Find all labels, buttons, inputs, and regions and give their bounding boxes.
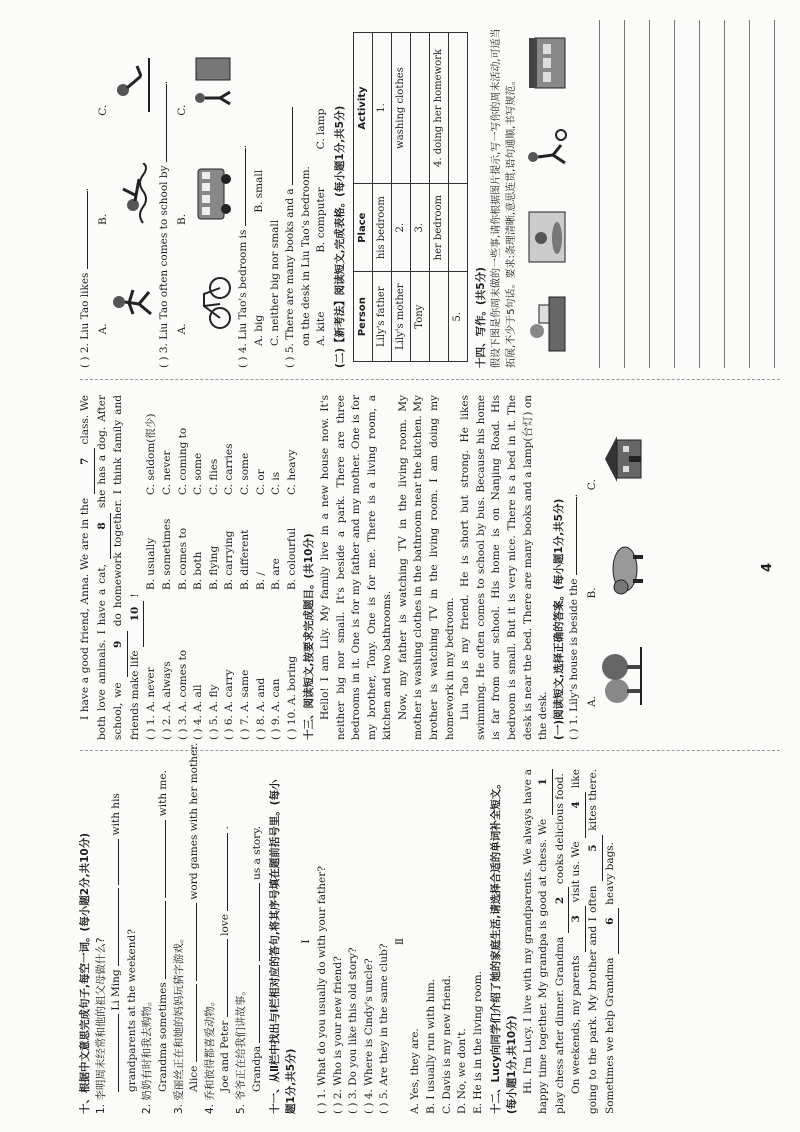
match-question: ( ) 1. What do you usually do with your father? (315, 866, 328, 1114)
option-label: A. (175, 323, 188, 335)
choice-a: ( ) 4. A. all (192, 684, 205, 740)
option-label: C. (175, 104, 188, 116)
cloze-blank[interactable]: 7 (78, 448, 95, 494)
question-text: ( ) 1. Lily's house is beside the (568, 578, 581, 740)
match-question: ( ) 2. Who is your new friend? (331, 956, 344, 1114)
q5-text: Grandpa (250, 1045, 263, 1092)
q3-chinese: 3. 爱丽丝正在和她的妈妈玩猜字游戏。 (172, 932, 185, 1114)
cloze-text: I have a good friend, Anna. We are in the (79, 497, 91, 720)
cloze-text: kites there. Sometimes we help Grandma (587, 769, 616, 1114)
cloze-blank[interactable]: 4 (569, 792, 586, 838)
table-row (372, 33, 391, 362)
match-answer: E. He is in the living room. (471, 971, 484, 1114)
option-c[interactable] (585, 428, 645, 490)
answer-blank[interactable] (118, 1014, 119, 1092)
cloze-text: On weekends, my parents (570, 955, 583, 1094)
reading-paragraph: Liu Tao is my friend. He is short but strong. He likes swimming. He often comes to school by bus. Because his home is far from our school. His home is on Nanjing Road. His bedroom is small. But it is very nice. There is a bed in it. The desk is near the bed. There are many books and a lamp(台灯) on the desk. (459, 395, 550, 740)
column-divider (80, 750, 780, 751)
choice-c: C. heavy (285, 449, 298, 495)
q1-text: with his (110, 793, 123, 836)
question-text: on the desk in Liu Tao's bedroom. (299, 166, 312, 346)
q4-text: . (219, 826, 232, 830)
choice-b: B. carrying (223, 530, 236, 590)
q4-english (218, 769, 234, 1114)
option-label: B. (175, 213, 188, 226)
answer-blank[interactable] (259, 965, 260, 1043)
writing-line[interactable] (750, 20, 775, 368)
table-row (391, 33, 410, 362)
choice-c: C. some (238, 452, 251, 495)
q2-english (156, 769, 172, 1114)
table-cell (410, 33, 429, 184)
writing-line[interactable] (725, 20, 750, 368)
cloze-text: heavy bags. (603, 841, 616, 905)
q1-chinese: 1. 李明周末经常和他的祖父母做什么? (94, 937, 107, 1114)
choice-b: B. sometimes (160, 518, 173, 590)
cloze-blank[interactable]: 2 (553, 887, 570, 933)
choice-row[interactable] (144, 395, 160, 740)
choice-a: ( ) 10. A. boring (285, 655, 298, 740)
table-cell: her bedroom (429, 183, 448, 271)
choice-b: B. colourful (285, 527, 298, 590)
walking-picture (190, 54, 234, 116)
choice-c: C. seldom(很少) (145, 413, 158, 495)
table-cell: Lily's father (372, 272, 391, 362)
option-c[interactable]: C. neither big nor small (268, 219, 281, 346)
choice-row[interactable] (285, 395, 301, 740)
option-a[interactable] (585, 645, 645, 707)
match-question: ( ) 5. Are they in the same club? (378, 943, 391, 1114)
diving-picture (111, 54, 155, 116)
answer-blank[interactable] (165, 820, 166, 898)
table-cell[interactable]: 3. (410, 183, 429, 271)
q2-chinese: 2. 奶奶有时和我去购物。 (141, 995, 154, 1114)
cloze-blank[interactable]: 9 (111, 631, 128, 677)
option-label: B. (586, 587, 598, 599)
reading-question-5 (283, 20, 299, 368)
choice-row[interactable] (191, 395, 207, 740)
table-cell[interactable]: 4. doing her homework (429, 33, 448, 184)
q5-chinese: 5. 爷爷正在给我们讲故事。 (234, 985, 247, 1114)
cloze-blank[interactable]: 5 (586, 835, 603, 881)
table-row (410, 33, 429, 362)
cloze-text: she has a dog. After school, we (95, 395, 125, 740)
bus-picture (190, 163, 234, 225)
choice-b: B. different (238, 529, 251, 590)
writing-pictures (525, 20, 569, 368)
column-ii-label: Ⅱ (393, 937, 406, 946)
reading-question-1: ( ) 1. Lily's house is beside the . (568, 493, 581, 740)
table-header-row (353, 33, 372, 362)
writing-line[interactable] (650, 20, 675, 368)
answer-blank[interactable] (576, 497, 577, 575)
choice-c: C. is (270, 471, 283, 495)
column-i-label: Ⅰ (300, 939, 313, 944)
question-text: ( ) 4. Liu Tao's bedroom is (237, 229, 250, 368)
table-row (429, 33, 448, 362)
cloze-text: ! (128, 593, 141, 598)
reading-paragraph: Now, my father is watching TV in the living room. My mother is washing clothes in the bathroom near the kitchen. My brother is watching TV in the living room. I am doing my homework in my bedroom. (396, 395, 456, 740)
table-cell: his bedroom (372, 183, 391, 271)
choice-a: ( ) 5. A. fly (207, 684, 220, 740)
choice-a: ( ) 2. A. always (160, 661, 173, 740)
option-label: C. (96, 104, 109, 116)
table-cell[interactable]: 1. (372, 33, 391, 184)
table-cell: Tony (410, 272, 429, 362)
option-b[interactable]: B. small (252, 169, 265, 213)
table-cell: Lily's mother (391, 272, 410, 362)
q4-text: Joe and Peter (219, 1020, 232, 1092)
choice-b: B. comes to (176, 527, 189, 590)
writing-prompt: 假设下图是你周末做的一些事,请你根据图片提示,写一写你的周末活动,可适当拓展,不少于5句话。要求:条理清晰,意思连贯,语句通顺,书写规范。 (491, 28, 518, 368)
answer-blank[interactable] (259, 883, 260, 961)
choice-b: B. / (254, 572, 267, 590)
answer-blank[interactable] (87, 191, 88, 269)
zoo-picture (601, 537, 645, 599)
table-cell (429, 272, 448, 362)
q4-chinese: 4. 乔和彼得都喜爱动物。 (203, 995, 216, 1114)
option-c[interactable] (96, 54, 156, 116)
match-question: ( ) 4. Where is Cindy's uncle? (362, 958, 375, 1114)
answer-blank[interactable] (245, 148, 246, 226)
option-a[interactable] (175, 272, 235, 334)
answer-blank[interactable] (292, 107, 293, 185)
table-header: Activity (353, 33, 372, 184)
writing-line[interactable] (675, 20, 700, 368)
q1-text: grandparents at the weekend? (125, 929, 138, 1092)
section-12-title: 十二、Lucy向同学们介绍了她的家庭生活,请选择合适的单词补全短文。(每小题1分,共10分) (490, 778, 519, 1114)
answer-blank[interactable] (227, 939, 228, 1017)
table-cell[interactable]: 5. (448, 272, 467, 362)
choice-b: B. usually (145, 537, 158, 590)
section-11-title: 十一、从Ⅱ栏中找出与Ⅰ栏相对应的答句,将其序号填在题前括号里。(每小题1分,共5分) (269, 779, 297, 1114)
cloze-blank[interactable]: 8 (95, 513, 112, 559)
cloze-text: class. We both love animals. I have a cat, (79, 395, 108, 740)
question-5-options (314, 20, 330, 368)
choice-c: C. coming to (176, 427, 189, 495)
section-10-title: 十、根据中文意思完成句子,每空一词。(每小题2分,共10分) (79, 833, 91, 1114)
choice-c: C. never (160, 450, 173, 495)
question-text: ( ) 5. There are many books and a (284, 188, 297, 368)
reading-question-3: ( ) 3. Liu Tao often comes to school by . (158, 80, 171, 368)
question-4-options (252, 20, 268, 368)
writing-line[interactable] (625, 20, 650, 368)
choice-row[interactable] (176, 395, 192, 740)
cloze-blank[interactable]: 10 (128, 601, 145, 647)
writing-lines[interactable] (575, 20, 775, 368)
question-text: ( ) 2. Liu Tao likes (79, 272, 91, 368)
choice-a: ( ) 9. A. can (270, 678, 283, 740)
left-column (78, 742, 619, 1114)
match-question: ( ) 3. Do you like this old story? (347, 947, 360, 1114)
column-divider (80, 379, 780, 380)
table-cell[interactable]: 2. (391, 183, 410, 271)
cloze-text: Hi. I'm Lucy. I live with my grandparents. We always have a happy time together. My grandpa is good at chess. We (521, 769, 550, 1114)
option-a[interactable]: A. big (252, 314, 265, 346)
reading-book-picture (525, 294, 569, 356)
building-picture (601, 428, 645, 490)
table-row (448, 33, 467, 362)
option-label: A. (96, 323, 109, 335)
q5-text: us a story. (250, 825, 263, 880)
swimming-picture (111, 163, 155, 225)
table-cell (448, 33, 467, 184)
q1-english (109, 769, 125, 1114)
right-column (78, 20, 775, 368)
option-b[interactable]: B. computer (315, 187, 328, 253)
answer-blank[interactable] (118, 888, 119, 966)
picture-options (94, 20, 158, 368)
cloze-text: cooks delicious food. (553, 773, 566, 885)
match-answer: C. Davis is my new friend. (440, 975, 453, 1114)
section-13-title: 十三、阅读短文,按要求完成题目。(共10分) (303, 533, 316, 740)
option-c[interactable]: C. lamp (315, 108, 328, 150)
match-answer: B. I usually run with him. (425, 979, 438, 1114)
part-1-title: (一)阅读短文,选择正确的答案。(每小题1分,共5分) (552, 498, 565, 740)
reading-question-2: ( ) 2. Liu Tao likes . (79, 187, 91, 368)
choice-a: ( ) 3. A. comes to (176, 649, 189, 740)
middle-column (78, 395, 647, 740)
option-a[interactable]: A. kite (315, 311, 328, 346)
answer-blank[interactable] (118, 839, 119, 885)
answer-blank[interactable] (196, 903, 197, 981)
choice-row[interactable] (222, 395, 238, 740)
option-b[interactable] (175, 163, 235, 225)
match-answer: A. Yes, they are. (409, 1028, 422, 1114)
answer-blank[interactable] (196, 984, 197, 1062)
cloze-passage-2 (569, 769, 619, 1114)
cloze-text: play chess after dinner. Grandma (553, 936, 566, 1114)
option-label: A. (586, 695, 598, 707)
choice-c: C. flies (207, 458, 220, 495)
q4-text: love (219, 914, 232, 936)
shopping-picture (525, 33, 569, 95)
choice-a: ( ) 1. A. never (145, 667, 158, 740)
option-a[interactable] (96, 272, 156, 334)
table-header: Person (353, 272, 372, 362)
q3-english (187, 742, 203, 1114)
option-label: B. (96, 213, 109, 226)
table-header: Place (353, 183, 372, 271)
answer-blank[interactable] (166, 84, 167, 162)
running-picture (111, 272, 155, 334)
park-picture (601, 645, 645, 707)
choice-row[interactable] (254, 395, 270, 740)
q3-text: word games with her mother. (188, 742, 201, 900)
table-cell (448, 183, 467, 271)
cloze-blank[interactable]: 6 (603, 908, 620, 954)
writing-line[interactable] (600, 20, 625, 368)
option-c[interactable] (175, 54, 235, 116)
part-2-title: (二)【新考法】阅读短文,完成表格。(每小题1分,共5分) (333, 105, 346, 368)
section-14-title: 十四、写作。(共5分) (474, 267, 487, 368)
option-label: C. (586, 479, 598, 491)
option-b[interactable] (585, 537, 645, 599)
cloze-text: do homework together. I think family and friends make life (112, 394, 141, 740)
q2-text: Grandma sometimes (156, 982, 169, 1092)
choice-row[interactable] (238, 395, 254, 740)
cloze-blank[interactable]: 3 (569, 906, 586, 952)
picture-options (583, 395, 647, 740)
bike-picture (190, 272, 234, 334)
answer-blank[interactable] (227, 833, 228, 911)
q2-text: with me. (156, 770, 169, 817)
q5-english (250, 769, 266, 1114)
choice-c: C. carries (223, 443, 236, 495)
choice-a: ( ) 6. A. carry (223, 669, 236, 740)
choice-c: C. or (254, 469, 267, 495)
option-b[interactable] (96, 163, 156, 225)
choice-c: C. some (192, 452, 205, 495)
writing-line[interactable] (575, 20, 600, 368)
choice-row[interactable] (269, 395, 285, 740)
cloze-choices (144, 395, 300, 740)
cooking-picture (525, 207, 569, 269)
q1-text: Li Ming (110, 969, 123, 1011)
match-answer: D. No, we don't. (456, 1028, 469, 1114)
playing-football-picture (525, 120, 569, 182)
reading-paragraph: Hello! I am Lily. My family live in a new house now. It's neither big nor small. It's beside a park. There are three bedrooms in it. One is for my father and my mother. One is for my brother, Tony. One is for me. There is a living room, a kitchen and two bathrooms. (318, 395, 394, 740)
choice-b: B. both (192, 551, 205, 590)
cloze-blank[interactable]: 1 (536, 769, 553, 815)
writing-line[interactable] (700, 20, 725, 368)
choice-a: ( ) 7. A. same (238, 669, 251, 740)
choice-a: ( ) 8. A. and (254, 677, 267, 740)
reading-table (353, 32, 468, 362)
picture-options (173, 20, 237, 368)
question-text: ( ) 3. Liu Tao often comes to school by (158, 165, 171, 368)
answer-blank[interactable] (165, 901, 166, 979)
choice-row[interactable] (207, 395, 223, 740)
cloze-passage-3 (78, 395, 144, 740)
cloze-passage-1 (521, 769, 570, 1114)
page-number: 4 (760, 562, 775, 572)
choice-b: B. flying (207, 545, 220, 590)
reading-question-4: ( ) 4. Liu Tao's bedroom is . (237, 144, 250, 368)
choice-row[interactable] (160, 395, 176, 740)
table-cell: washing clothes (391, 33, 410, 184)
choice-b: B. are (270, 558, 283, 590)
q3-text: Alice (188, 1065, 201, 1092)
cloze-text: like going to the park. My brother and I often (570, 769, 599, 1114)
cloze-text: visit us. We (570, 841, 583, 903)
